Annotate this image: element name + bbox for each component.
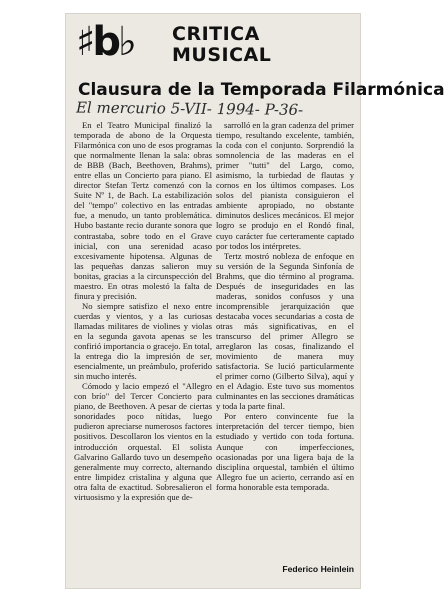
article-headline: Clausura de la Temporada Filarmónica xyxy=(78,80,445,100)
section-title-line-2: MUSICAL xyxy=(172,44,272,66)
newspaper-clipping xyxy=(66,14,445,588)
article-paragraph: No siempre satisfizo el nexo entre cuerdas y vientos, y a las curiosas llamadas militares de violines y violas en la segunda gavota apenas se les confirió importancia o gracejo. En total, la entrega dio la impresión de ser, esencialmente, un preámbulo, proferido sin mucho interés. xyxy=(74,300,212,382)
handwritten-source-note: El mercurio 5-VII- 1994- P-36- xyxy=(75,98,304,119)
section-title xyxy=(172,24,271,66)
article-paragraph: Tertz mostró nobleza de enfoque en su versión de la Segunda Sinfonía de Brahms, que dio término al programa. Después de inseguridades en las maderas, sonidos confusos y una incomprensible jerarquización que destacaba voces secundarias a costa de otras más significativas, en el transcurso del primer Allegro se arreglaron las cosas, finalizando el movimiento de manera muy satisfactoria. Se lució particularmente el primer corno (Gilberto Silva), aquí y en el Adagio. Este tuvo sus momentos culminantes en las secciones dramáticas y toda la parte final. xyxy=(216,250,354,412)
article-column-left xyxy=(74,120,212,502)
article-paragraph: sarrolló en la gran cadenza del primer tiempo, resultando excelente, también, la coda con el conjunto. Sorprendió la somnolencia de las maderas en el primer "tutti" del Largo, como, asimismo, la turbiedad de flautas y cornos en los últimos compases. Los solos del pianista consiguieron el ambiente apropiado, no obstante diminutos deslices mecánicos. El mejor logro se produjo en el Rondó final, cuyo carácter fue certeramente captado por todos los intérpretes. xyxy=(216,120,354,251)
article-paragraph: Cómodo y lacio empezó el "Allegro con brío" del Tercer Concierto para piano, de Beethoven. A pesar de ciertas sonoridades poco nítidas, luego pudieron apreciarse numerosos factores positivos. Descollaron los vientos en la introducción orquestal. El solista Galvarino Gallardo tuvo un desempeño generalmente muy correcto, alternando entre limpidez cristalina y alguna que otra falta de exactitud. Sobresalieron el virtuosismo y la expresión que de- xyxy=(74,381,212,502)
section-title-line-1: CRITICA xyxy=(172,23,260,45)
article-column-right xyxy=(216,120,354,492)
masthead xyxy=(74,18,354,72)
article-paragraph: Por entero convincente fue la interpretación del tercer tiempo, bien estudiado y vertido con toda fortuna. Aunque con imperfecciones, ocasionadas por una ligera baja de la disciplina orquestal, también el último Allegro fue un acierto, cerrando así en forma honorable esta temporada. xyxy=(216,411,354,492)
article-paragraph: En el Teatro Municipal finalizó la temporada de abono de la Orquesta Filarmónica con uno de esos programas que normalmente llenan la sala: obras de BBB (Bach, Beethoven, Brahms), entre ellas un Concierto para piano. El director Stefan Tertz comenzó con la Suite Nº 1, de Bach. La estabilización del "tempo" colectivo en las entradas fue, a menudo, un tanto problemática. Hubo bastante recio durante sonora que contrastaba, sobre todo en el Grave inicial, con una serenidad acaso excesivamente hipotensa. Algunas de las pequeñas danzas salieron muy bonitas, gracias a la circunspección del maestro. En otras molestó la falta de finura y precisión. xyxy=(74,120,212,301)
music-notation-logo: ♯b♭ xyxy=(76,19,134,65)
author-byline: Federico Heinlein xyxy=(282,564,354,574)
